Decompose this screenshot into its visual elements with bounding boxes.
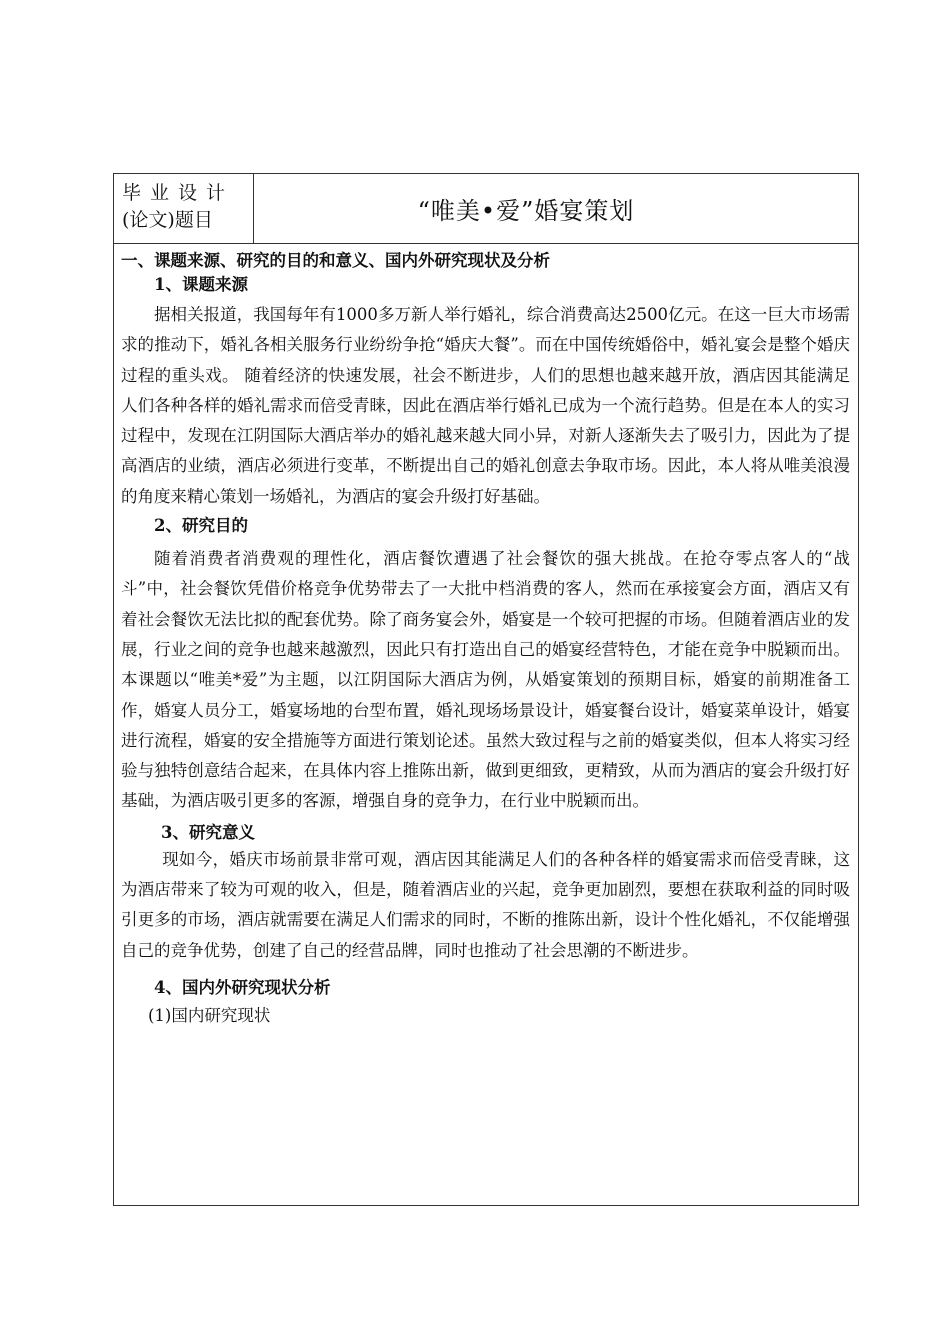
title-label-line1: 毕业设计 [122,182,235,204]
domestic-status-item: (1)国内研究现状 [148,1005,271,1025]
subsection-heading-purpose: 2、研究目的 [154,516,248,536]
paragraph-source: 据相关报道，我国每年有1000多万新人举行婚礼，综合消费高达2500亿元。在这一巨大市场需求的推动下，婚礼各相关服务行业纷纷争抢“婚庆大餐”。而在中国传统婚俗中，婚礼宴会是整个婚庆过程的重头戏。 随着经济的快速发展，社会不断进步，人们的思想也越来越开放，酒店因其能满足人们各种各样的婚礼需求而倍受青睐，因此在酒店举行婚礼已成为一个流行趋势。但是在本人的实习过程中，发现在江阴国际大酒店举办的婚礼越来越大同小异，对新人逐渐失去了吸引力，因此为了提高酒店的业绩，酒店必须进行变革，不断提出自己的婚礼创意去争取市场。因此，本人将从唯美浪漫的角度来精心策划一场婚礼，为酒店的宴会升级打好基础。 [121,305,850,506]
paragraph-purpose: 随着消费者消费观的理性化，酒店餐饮遭遇了社会餐饮的强大挑战。在抢夺零点客人的“战斗”中，社会餐饮凭借价格竞争优势带去了一大批中档消费的客人，然而在承接宴会方面，酒店又有着社会餐饮无法比拟的配套优势。除了商务宴会外，婚宴是一个较可把握的市场。但随着酒店业的发展，行业之间的竞争也越来越激烈，因此只有打造出自己的婚宴经营特色，才能在竞争中脱颖而出。本课题以“唯美*爱”为主题，以江阴国际大酒店为例，从婚宴策划的预期目标，婚宴的前期准备工作，婚宴人员分工，婚宴场地的台型布置，婚礼现场场景设计，婚宴餐台设计，婚宴菜单设计，婚宴进行流程，婚宴的安全措施等方面进行策划论述。虽然大致过程与之前的婚宴类似，但本人将实习经验与独特创意结合起来，在具体内容上推陈出新，做到更细致，更精致，从而为酒店的宴会升级打好基础，为酒店吸引更多的客源，增强自身的竞争力，在行业中脱颖而出。 [121,549,850,811]
thesis-title: “唯美•爱”婚宴策划 [417,197,635,225]
content-cell [121,249,850,1028]
subsection-heading-significance: 3、研究意义 [161,822,255,842]
section-heading: 一、课题来源、研究的目的和意义、国内外研究现状及分析 [121,251,550,270]
subsection-heading-source: 1、课题来源 [154,275,248,294]
paragraph-significance: 现如今，婚庆市场前景非常可观，酒店因其能满足人们的各种各样的婚宴需求而倍受青睐，这为酒店带来了较为可观的收入，但是，随着酒店业的兴起，竞争更加剧烈，要想在获取利益的同时吸引更多的市场，酒店就需要在满足人们需求的同时，不断的推陈出新，设计个性化婚礼，不仅能增强自己的竞争优势，创建了自己的经营品牌，同时也推动了社会思潮的不断进步。 [121,849,850,960]
proposal-form-table [113,173,859,1206]
subsection-heading-status: 4、国内外研究现状分析 [154,977,331,997]
title-label-cell [114,174,254,243]
title-row [114,174,858,244]
title-label-line2: (论文)题目 [122,209,213,231]
